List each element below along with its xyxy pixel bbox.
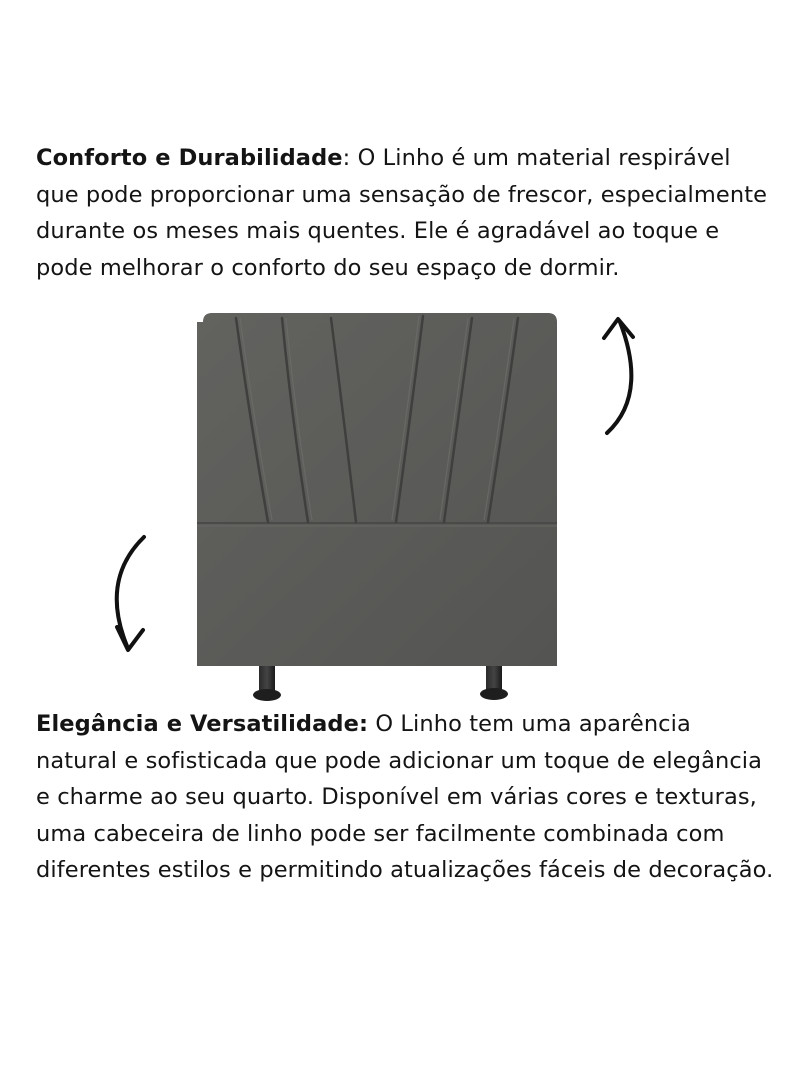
comfort-durability-heading: Conforto e Durabilidade xyxy=(36,145,343,171)
elegance-versatility-text: O Linho tem uma aparência natural e sofisticada que pode adicionar um toque de elegância e charme ao seu quarto. Disponível em várias cores e texturas, uma cabeceira de linho pode ser facilmente combinada com diferentes estilos e permitindo atualizações fáceis de decoração. xyxy=(36,711,774,883)
elegance-versatility-paragraph xyxy=(36,706,776,889)
curved-arrow-up-icon xyxy=(604,319,633,433)
right-leg-foot xyxy=(480,688,508,700)
comfort-durability-text: : O Linho é um material respirável que pode proporcionar uma sensação de frescor, especialmente durante os meses mais quentes. Ele é agradável ao toque e pode melhorar o conforto do seu espaço de dormir. xyxy=(36,145,768,281)
headboard-legs xyxy=(253,663,508,701)
headboard xyxy=(197,313,557,666)
left-leg xyxy=(259,663,275,693)
right-leg xyxy=(486,663,502,691)
curved-arrow-down-icon xyxy=(117,537,144,650)
left-leg-foot xyxy=(253,689,281,701)
elegance-versatility-heading: Elegância e Versatilidade: xyxy=(36,711,369,737)
comfort-durability-paragraph xyxy=(36,140,776,286)
